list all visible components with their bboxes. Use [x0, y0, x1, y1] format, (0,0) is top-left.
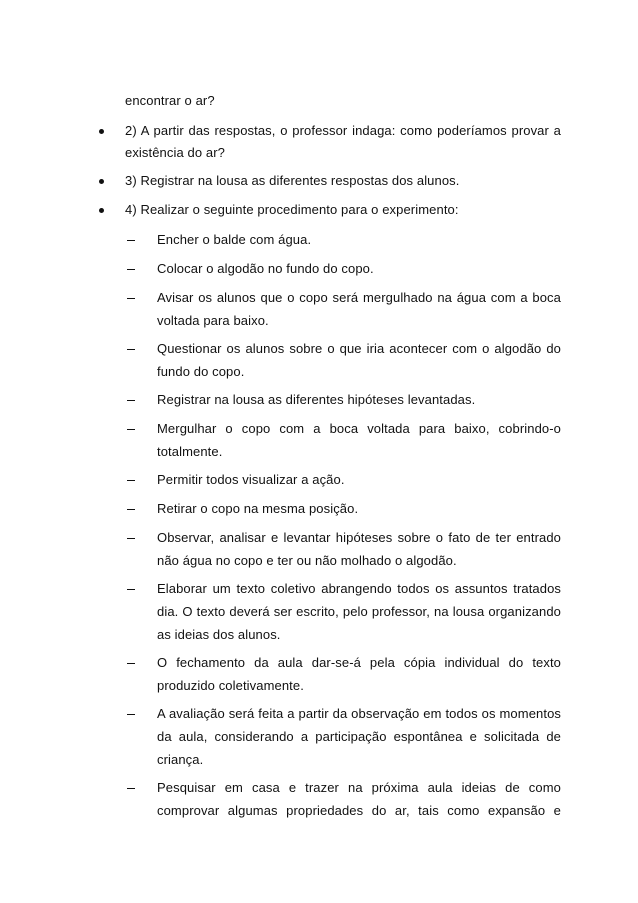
- dash-icon: [127, 240, 135, 241]
- step-9-line-2: não água no copo e ter ou não molhado o algodão.: [157, 553, 457, 568]
- step-5-line-1: Registrar na lousa as diferentes hipóteses levantadas.: [157, 392, 476, 407]
- step-11-line-2: produzido coletivamente.: [157, 678, 304, 693]
- dash-icon: [127, 589, 135, 590]
- dash-icon: [127, 509, 135, 510]
- step-3-line-2: voltada para baixo.: [157, 313, 269, 328]
- bullet-1-line-1: 2) A partir das respostas, o professor indaga: como poderíamos provar a: [125, 123, 561, 138]
- dash-icon: [127, 480, 135, 481]
- step-4-line-1: Questionar os alunos sobre o que iria acontecer com o algodão do: [157, 341, 561, 356]
- step-4-line-2: fundo do copo.: [157, 364, 245, 379]
- step-8-line-1: Retirar o copo na mesma posição.: [157, 501, 359, 516]
- step-12-line-2: da aula, considerando a participação espontânea e solicitada de: [157, 729, 561, 744]
- bullet-3-line-1: 4) Realizar o seguinte procedimento para o experimento:: [125, 202, 459, 217]
- bullet-1-line-2: existência do ar?: [125, 145, 225, 160]
- continuation-line: encontrar o ar?: [125, 93, 215, 108]
- bullet-2-line-1: 3) Registrar na lousa as diferentes respostas dos alunos.: [125, 173, 460, 188]
- step-11-line-1: O fechamento da aula dar-se-á pela cópia individual do texto: [157, 655, 561, 670]
- step-9-line-1: Observar, analisar e levantar hipóteses sobre o fato de ter entrado: [157, 530, 561, 545]
- dash-icon: [127, 663, 135, 664]
- step-13-line-2: comprovar algumas propriedades do ar, tais como expansão e: [157, 803, 561, 818]
- bullet-icon: [99, 129, 104, 134]
- step-3-line-1: Avisar os alunos que o copo será mergulhado na água com a boca: [157, 290, 561, 305]
- dash-icon: [127, 298, 135, 299]
- bullet-icon: [99, 208, 104, 213]
- dash-icon: [127, 429, 135, 430]
- step-6-line-2: totalmente.: [157, 444, 223, 459]
- step-6-line-1: Mergulhar o copo com a boca voltada para baixo, cobrindo-o: [157, 421, 561, 436]
- dash-icon: [127, 714, 135, 715]
- step-12-line-3: criança.: [157, 752, 204, 767]
- dash-icon: [127, 349, 135, 350]
- step-10-line-3: as ideias dos alunos.: [157, 627, 281, 642]
- dash-icon: [127, 788, 135, 789]
- step-7-line-1: Permitir todos visualizar a ação.: [157, 472, 345, 487]
- step-13-line-1: Pesquisar em casa e trazer na próxima aula ideias de como: [157, 780, 561, 795]
- dash-icon: [127, 538, 135, 539]
- dash-icon: [127, 400, 135, 401]
- step-12-line-1: A avaliação será feita a partir da observação em todos os momentos: [157, 706, 561, 721]
- bullet-icon: [99, 179, 104, 184]
- step-10-line-1: Elaborar um texto coletivo abrangendo todos os assuntos tratados: [157, 581, 561, 596]
- step-2-line-1: Colocar o algodão no fundo do copo.: [157, 261, 374, 276]
- step-10-line-2: dia. O texto deverá ser escrito, pelo professor, na lousa organizando: [157, 604, 561, 619]
- dash-icon: [127, 269, 135, 270]
- step-1-line-1: Encher o balde com água.: [157, 232, 312, 247]
